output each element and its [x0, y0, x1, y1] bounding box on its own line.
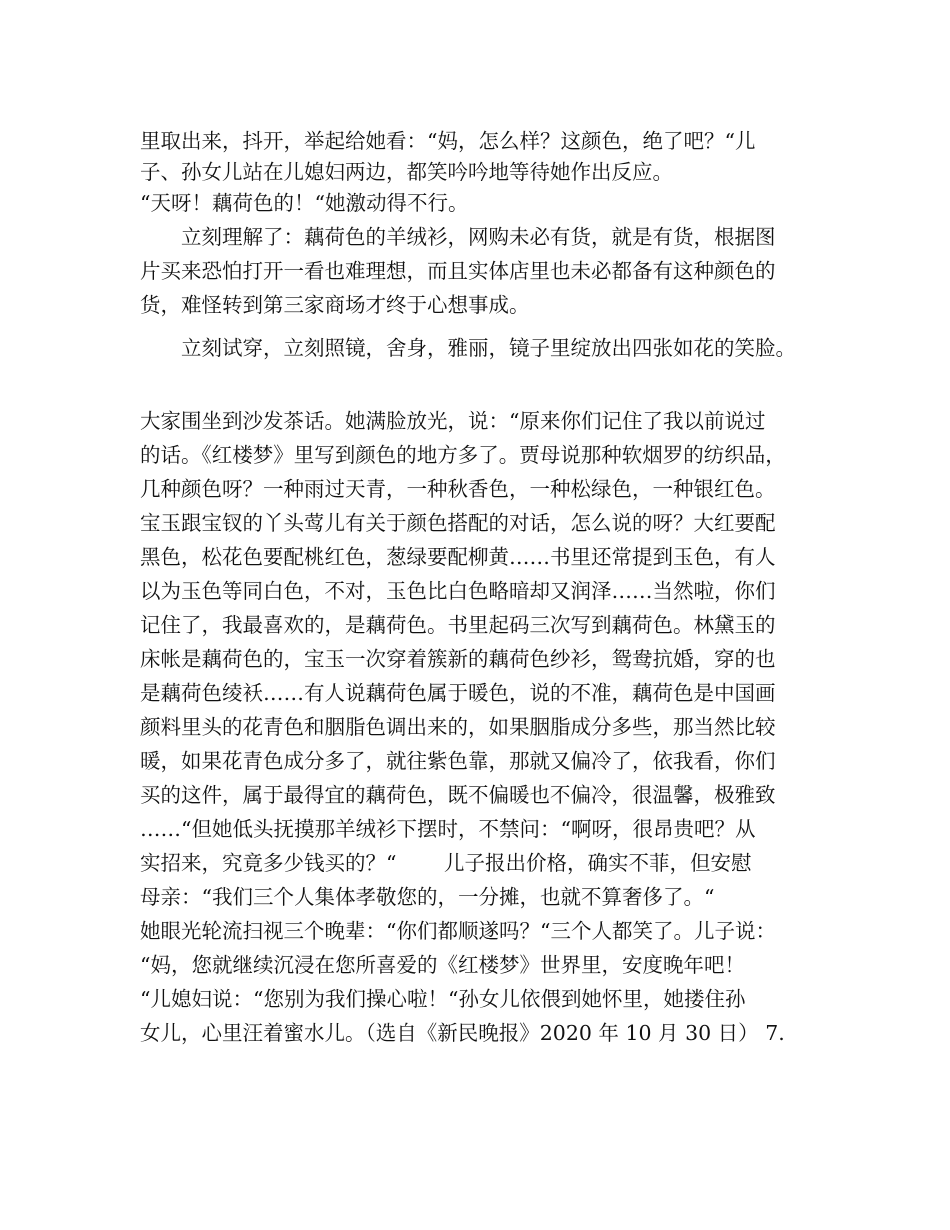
text-line: “妈，您就继续沉浸在您所喜爱的《红楼梦》世界里，安度晚年吧！ [140, 953, 745, 977]
text-line: 子、孙女儿站在儿媳妇两边，都笑吟吟地等待她作出反应。 [140, 160, 673, 184]
text-line: 买的这件，属于最得宜的藕荷色，既不偏暖也不偏冷，很温馨，极雅致 [140, 783, 776, 807]
text-line: 立刻理解了：藕荷色的羊绒衫，网购未必有货，就是有货，根据图 [140, 225, 776, 249]
text-line: 立刻试穿，立刻照镜，舍身，雅丽，镜子里绽放出四张如花的笑脸。 [140, 336, 796, 360]
text-line: 母亲：“我们三个人集体孝敬您的，一分摊，也就不算奢侈了。“ [140, 885, 715, 909]
text-line: 的话。《红楼梦》里写到颜色的地方多了。贾母说那种软烟罗的纺织品， [140, 443, 786, 467]
text-line: ……“但她低头抚摸那羊绒衫下摆时，不禁问：“啊呀，很昂贵吧？从 [140, 817, 756, 841]
text-line: 颜料里头的花青色和胭脂色调出来的，如果胭脂成分多些，那当然比较 [140, 715, 776, 739]
text-line: 暖，如果花青色成分多了，就往紫色靠，那就又偏冷了，依我看，你们 [140, 749, 776, 773]
text-line: 大家围坐到沙发茶话。她满脸放光，说：“原来你们记住了我以前说过 [140, 409, 766, 433]
text-line: “儿媳妇说：“您别为我们操心啦！“孙女儿依偎到她怀里，她搂住孙 [140, 987, 746, 1011]
text-line: 里取出来，抖开，举起给她看：“妈，怎么样？这颜色，绝了吧？“儿 [140, 129, 756, 153]
text-line: 几种颜色呀？一种雨过天青，一种秋香色，一种松绿色，一种银红色。 [140, 477, 776, 501]
text-line: 是藕荷色绫袄……有人说藕荷色属于暖色，说的不准，藕荷色是中国画 [140, 681, 776, 705]
text-line: 以为玉色等同白色，不对，玉色比白色略暗却又润泽……当然啦，你们 [140, 579, 776, 603]
text-line: 她眼光轮流扫视三个晚辈：“你们都顺遂吗？“三个人都笑了。儿子说： [140, 919, 776, 943]
text-line: 实招来，究竟多少钱买的？“ 儿子报出价格，确实不菲，但安慰 [140, 851, 752, 875]
text-line: 黑色，松花色要配桃红色，葱绿要配柳黄……书里还常提到玉色，有人 [140, 545, 776, 569]
text-line: 床帐是藕荷色的，宝玉一次穿着簇新的藕荷色纱衫，鸳鸯抗婚，穿的也 [140, 647, 776, 671]
text-line: 女儿，心里汪着蜜水儿。（选自《新民晚报》2020 年 10 月 30 日） 7. [140, 1021, 785, 1045]
text-line: “天呀！藕荷色的！“她激动得不行。 [140, 191, 469, 215]
text-line: 记住了，我最喜欢的，是藕荷色。书里起码三次写到藕荷色。林黛玉的 [140, 613, 776, 637]
text-line: 片买来恐怕打开一看也难理想，而且实体店里也未必都备有这种颜色的 [140, 259, 776, 283]
text-line: 宝玉跟宝钗的丫头莺儿有关于颜色搭配的对话，怎么说的呀？大红要配 [140, 511, 776, 535]
text-line: 货，难怪转到第三家商场才终于心想事成。 [140, 293, 530, 317]
